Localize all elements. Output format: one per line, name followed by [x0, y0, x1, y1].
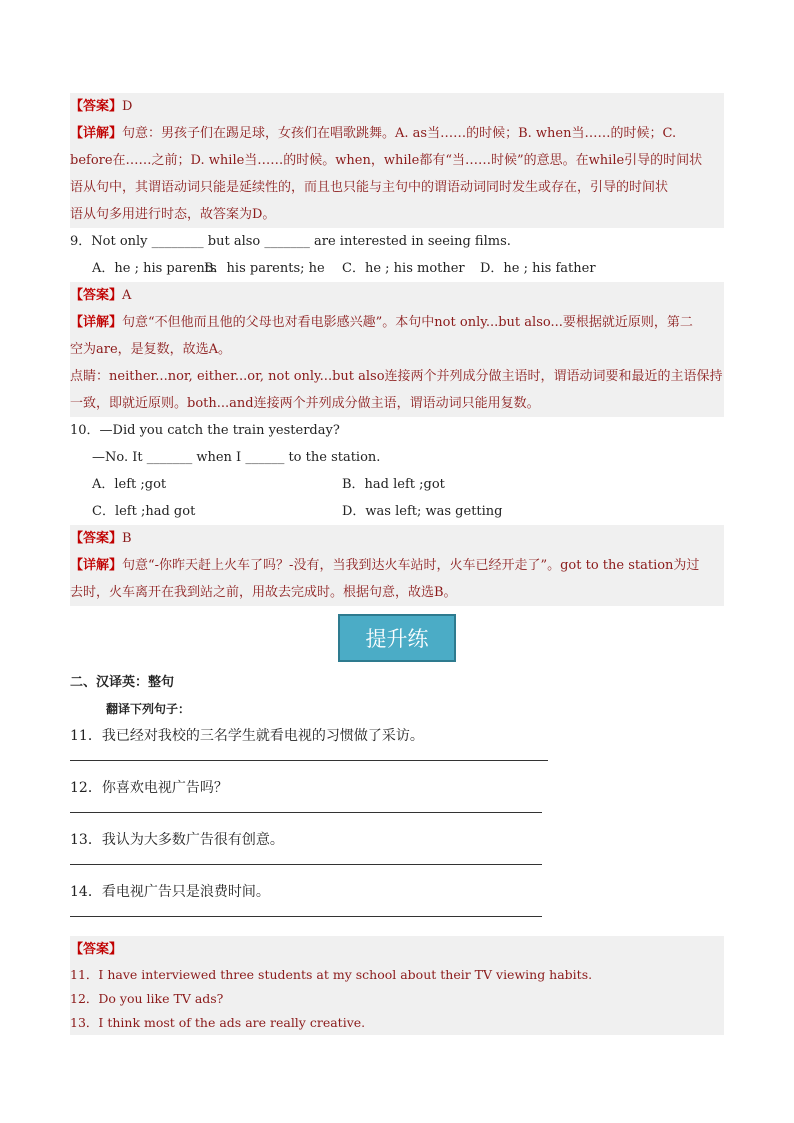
q8-detail-line: 语从句中，其谓语动词只能是延续性的，而且也只能与主句中的谓语动词同时发生或存在，引导的时间状 [70, 180, 669, 195]
q8-answer-line [70, 93, 724, 120]
section2-answer-tag-line [70, 936, 724, 963]
detail-tag: 【详解】 [70, 126, 123, 141]
detail-text: 句意“不但他而且他的父母也对看电影感兴趣”。本句中not only...but also...要根据就近原则，第二 [122, 315, 693, 330]
detail-tag: 【详解】 [70, 315, 123, 330]
q9-answer-line [70, 282, 724, 309]
detail-text: 句意“-你昨天赶上火车了吗？-没有，当我到达火车站时，火车已经开走了”。got to the station为过 [122, 558, 700, 573]
answer-12 [70, 987, 724, 1011]
detail-tag: 【详解】 [70, 558, 123, 573]
q9-note-line: 一致，即就近原则。both...and连接两个并列成分做主语，谓语动词只能用复数。 [70, 396, 540, 411]
q10-detail-line [70, 552, 724, 579]
answer-value: A [122, 288, 132, 303]
section-title: 二、汉译英：整句 [70, 675, 175, 690]
q9-question: 9．Not only ________ but also _______ are interested in seeing films. [70, 234, 511, 249]
answer-num: 12． [70, 991, 99, 1006]
answer-11 [70, 963, 724, 987]
q9-answer-block [70, 282, 724, 417]
answer-text: I have interviewed three students at my school about their TV viewing habits. [98, 967, 593, 982]
q9-detail-line: 空为are，是复数，故选A。 [70, 342, 232, 357]
answer-13 [70, 1011, 724, 1035]
q8-detail-line [70, 120, 724, 147]
answer-tag: 【答案】 [70, 288, 123, 303]
q10-question-reply: —No. It _______ when I ______ to the station. [92, 450, 381, 465]
q9-option-a: A．he ; his parents [92, 261, 217, 276]
q10-options-row2 [70, 498, 724, 525]
answer-tag: 【答案】 [70, 942, 123, 957]
answer-num: 13． [70, 1015, 99, 1030]
q10-answer-line [70, 525, 724, 552]
q8-detail-line: before在……之前；D. while当……的时候。when，while都有“当……时候”的意思。在while引导的时间状 [70, 153, 703, 168]
answer-text: Do you like TV ads? [98, 991, 224, 1006]
q10-options-row1 [70, 471, 724, 498]
answer-blank[interactable] [70, 854, 724, 878]
translation-item: 13．我认为大多数广告很有创意。 [70, 832, 284, 848]
section-banner: 提升练 [338, 614, 456, 662]
q9-option-b: B．his parents; he [204, 261, 325, 276]
q9-note-line: 点睛：neither...nor, either...or, not only...but also连接两个并列成分做主语时，谓语动词要和最近的主语保持 [70, 369, 723, 384]
q10-option-d: D．was left; was getting [342, 504, 503, 519]
q10-option-a: A．left ;got [92, 477, 167, 492]
q9-options [70, 255, 724, 282]
answer-num: 11． [70, 967, 99, 982]
answer-blank[interactable] [70, 906, 724, 930]
answer-value: B [122, 531, 132, 546]
translation-item: 14．看电视广告只是浪费时间。 [70, 884, 270, 900]
answer-blank[interactable] [70, 802, 724, 826]
q10-option-c: C．left ;had got [92, 504, 196, 519]
answer-tag: 【答案】 [70, 99, 123, 114]
section-instruction: 翻译下列句子： [106, 702, 191, 716]
answer-blank[interactable] [70, 750, 724, 774]
answer-value: D [122, 99, 133, 114]
answer-text: I think most of the ads are really creative. [98, 1015, 366, 1030]
detail-text: 句意：男孩子们在踢足球，女孩们在唱歌跳舞。A. as当……的时候；B. when当……的时候；C. [122, 126, 677, 141]
q9-detail-line [70, 309, 724, 336]
q10-option-b: B．had left ;got [342, 477, 445, 492]
q8-detail-line: 语从句多用进行时态，故答案为D。 [70, 207, 276, 222]
document-content [70, 93, 724, 1035]
translation-item: 12．你喜欢电视广告吗？ [70, 780, 228, 796]
answer-tag: 【答案】 [70, 531, 123, 546]
banner-wrap [70, 606, 724, 670]
q9-option-c: C．he ; his mother [342, 261, 465, 276]
section2-answer-block [70, 936, 724, 1035]
q10-detail-line: 去时，火车离开在我到站之前，用故去完成时。根据句意，故选B。 [70, 585, 457, 600]
q10-question: 10．—Did you catch the train yesterday? [70, 423, 340, 438]
q9-option-d: D．he ; his father [480, 261, 596, 276]
q8-answer-block [70, 93, 724, 228]
q10-answer-block [70, 525, 724, 606]
translation-item: 11．我已经对我校的三名学生就看电视的习惯做了采访。 [70, 728, 424, 744]
